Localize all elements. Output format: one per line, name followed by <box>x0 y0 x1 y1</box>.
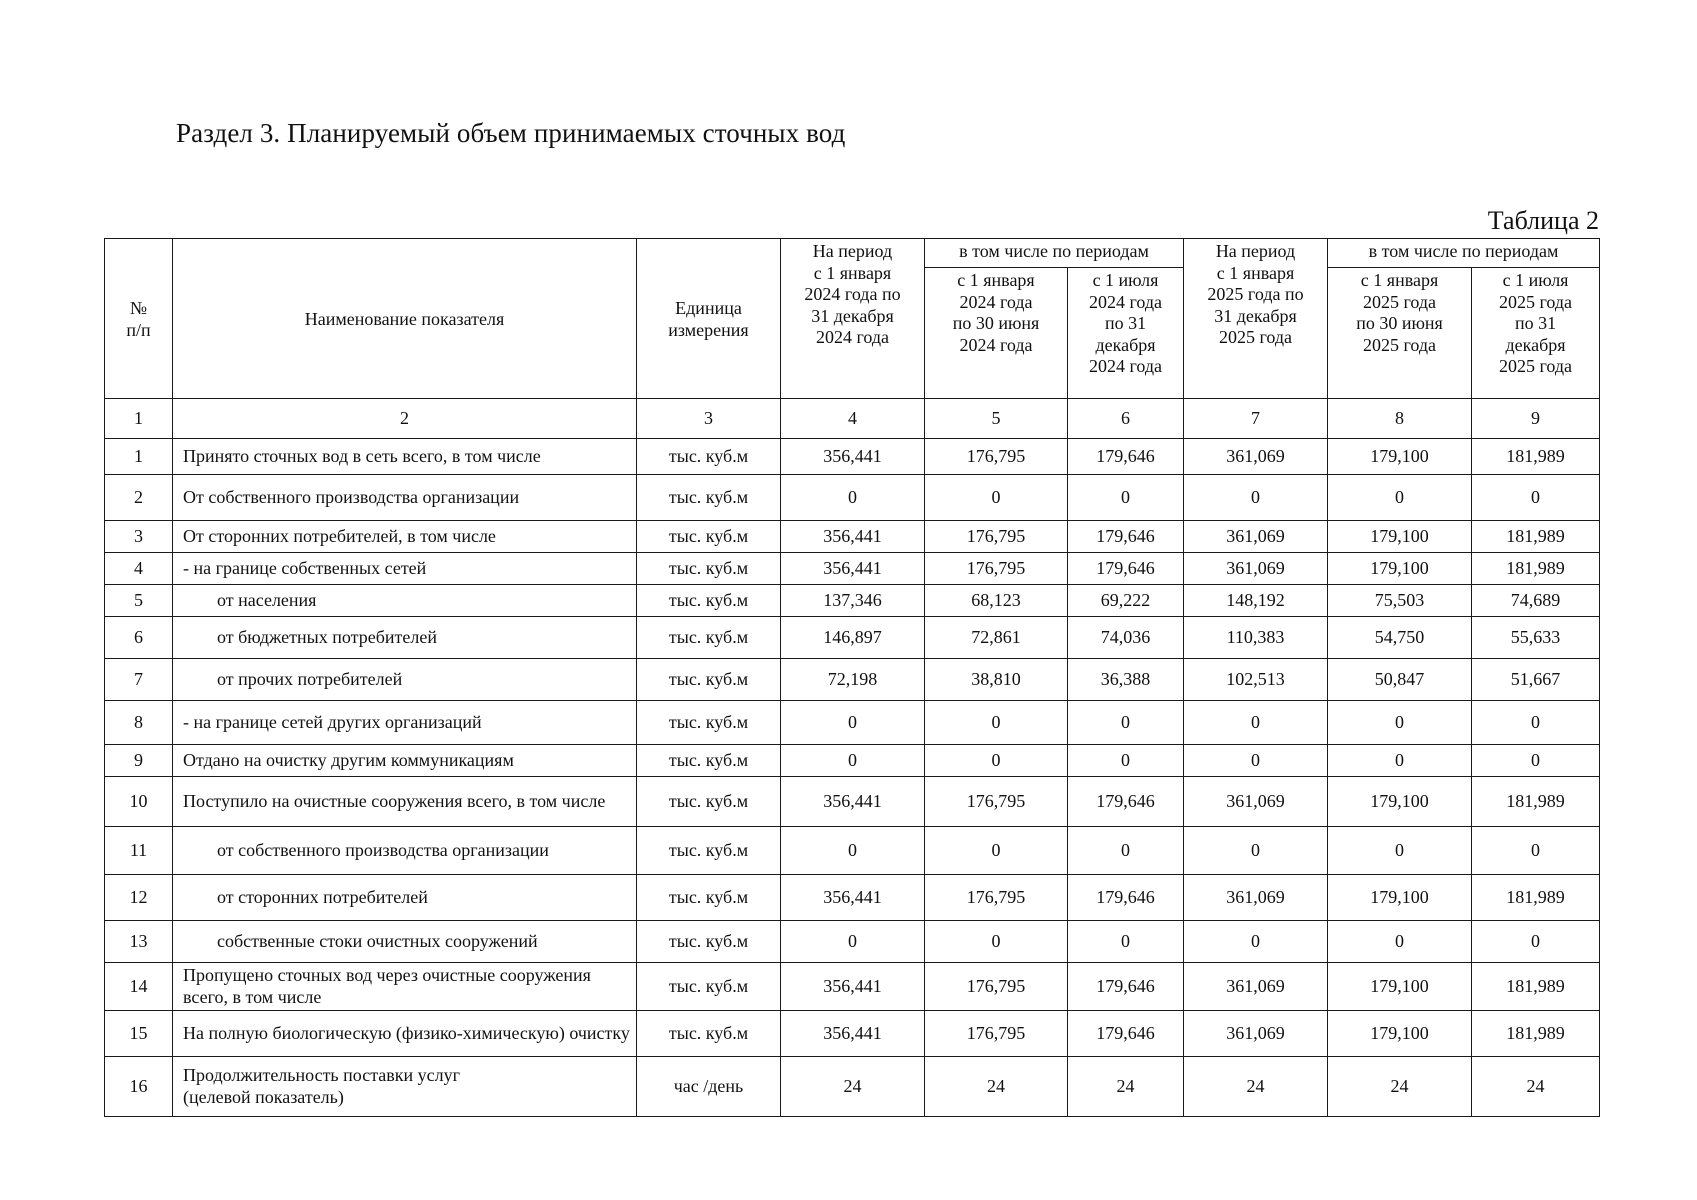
value-2025-h1: 0 <box>1328 921 1472 963</box>
value-2025-h2: 0 <box>1472 701 1600 745</box>
value-2024-h2: 0 <box>1068 701 1184 745</box>
row-unit: тыс. куб.м <box>637 745 781 777</box>
row-number: 15 <box>105 1011 173 1057</box>
table-row <box>105 439 1600 475</box>
value-2025-total: 361,069 <box>1184 875 1328 921</box>
row-unit: тыс. куб.м <box>637 1011 781 1057</box>
row-indicator: Поступило на очистные сооружения всего, в том числе <box>173 777 637 827</box>
header-including-2025: в том числе по периодам <box>1328 239 1600 268</box>
row-unit: тыс. куб.м <box>637 921 781 963</box>
row-number: 8 <box>105 701 173 745</box>
value-2024-h1: 176,795 <box>925 963 1068 1011</box>
row-number: 10 <box>105 777 173 827</box>
table-row <box>105 921 1600 963</box>
value-2025-h2: 181,989 <box>1472 439 1600 475</box>
row-unit: тыс. куб.м <box>637 701 781 745</box>
value-2024-h2: 0 <box>1068 475 1184 521</box>
row-indicator: - на границе собственных сетей <box>173 553 637 585</box>
value-2024-h2: 24 <box>1068 1057 1184 1117</box>
header-period-2025: На период с 1 января 2025 года по 31 декабря 2025 года <box>1184 239 1328 399</box>
value-2024-h1: 176,795 <box>925 439 1068 475</box>
value-2024-total: 356,441 <box>781 963 925 1011</box>
value-2024-h2: 0 <box>1068 827 1184 875</box>
value-2024-total: 356,441 <box>781 553 925 585</box>
value-2025-h2: 0 <box>1472 827 1600 875</box>
value-2025-h2: 181,989 <box>1472 1011 1600 1057</box>
row-indicator: Отдано на очистку другим коммуникациям <box>173 745 637 777</box>
column-number: 3 <box>637 399 781 439</box>
value-2025-h2: 181,989 <box>1472 777 1600 827</box>
table-row <box>105 745 1600 777</box>
value-2024-h2: 179,646 <box>1068 521 1184 553</box>
row-unit: тыс. куб.м <box>637 439 781 475</box>
row-unit: тыс. куб.м <box>637 475 781 521</box>
value-2025-total: 361,069 <box>1184 439 1328 475</box>
header-including-2024: в том числе по периодам <box>925 239 1184 268</box>
value-2025-h1: 24 <box>1328 1057 1472 1117</box>
column-number: 7 <box>1184 399 1328 439</box>
row-number: 16 <box>105 1057 173 1117</box>
value-2024-h1: 38,810 <box>925 659 1068 701</box>
row-number: 2 <box>105 475 173 521</box>
value-2024-h1: 0 <box>925 745 1068 777</box>
row-indicator: На полную биологическую (физико-химическую) очистку <box>173 1011 637 1057</box>
column-number: 8 <box>1328 399 1472 439</box>
value-2024-total: 356,441 <box>781 521 925 553</box>
row-indicator: от собственного производства организации <box>173 827 637 875</box>
value-2025-h2: 0 <box>1472 475 1600 521</box>
value-2025-h1: 0 <box>1328 475 1472 521</box>
value-2025-h1: 75,503 <box>1328 585 1472 617</box>
value-2024-h2: 36,388 <box>1068 659 1184 701</box>
value-2024-total: 137,346 <box>781 585 925 617</box>
value-2025-h2: 24 <box>1472 1057 1600 1117</box>
row-number: 14 <box>105 963 173 1011</box>
table-row <box>105 963 1600 1011</box>
value-2024-h1: 0 <box>925 827 1068 875</box>
value-2025-total: 0 <box>1184 745 1328 777</box>
row-indicator: От собственного производства организации <box>173 475 637 521</box>
value-2024-total: 0 <box>781 921 925 963</box>
value-2025-h2: 181,989 <box>1472 875 1600 921</box>
header-indicator-name: Наименование показателя <box>173 239 637 399</box>
table-row <box>105 701 1600 745</box>
value-2024-h1: 0 <box>925 475 1068 521</box>
table-row <box>105 617 1600 659</box>
table-row <box>105 659 1600 701</box>
value-2024-h2: 0 <box>1068 745 1184 777</box>
row-number: 5 <box>105 585 173 617</box>
row-indicator: - на границе сетей других организаций <box>173 701 637 745</box>
value-2025-total: 0 <box>1184 475 1328 521</box>
value-2024-total: 356,441 <box>781 1011 925 1057</box>
value-2025-h1: 50,847 <box>1328 659 1472 701</box>
row-unit: тыс. куб.м <box>637 963 781 1011</box>
value-2024-h2: 179,646 <box>1068 553 1184 585</box>
value-2024-h2: 179,646 <box>1068 777 1184 827</box>
value-2024-h1: 68,123 <box>925 585 1068 617</box>
value-2025-total: 148,192 <box>1184 585 1328 617</box>
row-unit: тыс. куб.м <box>637 585 781 617</box>
value-2024-h2: 179,646 <box>1068 963 1184 1011</box>
value-2024-h2: 74,036 <box>1068 617 1184 659</box>
row-unit: тыс. куб.м <box>637 553 781 585</box>
table-row <box>105 475 1600 521</box>
value-2024-total: 0 <box>781 827 925 875</box>
value-2024-h1: 0 <box>925 701 1068 745</box>
header-h1-2024: с 1 января 2024 года по 30 июня 2024 года <box>925 268 1068 399</box>
column-number: 5 <box>925 399 1068 439</box>
value-2025-total: 361,069 <box>1184 553 1328 585</box>
header-h1-2025: с 1 января 2025 года по 30 июня 2025 года <box>1328 268 1472 399</box>
row-unit: тыс. куб.м <box>637 521 781 553</box>
table-row <box>105 553 1600 585</box>
value-2024-h2: 69,222 <box>1068 585 1184 617</box>
value-2025-h2: 55,633 <box>1472 617 1600 659</box>
value-2024-total: 146,897 <box>781 617 925 659</box>
value-2025-h1: 0 <box>1328 745 1472 777</box>
value-2024-total: 356,441 <box>781 875 925 921</box>
value-2024-total: 0 <box>781 475 925 521</box>
row-unit: тыс. куб.м <box>637 617 781 659</box>
value-2025-h2: 74,689 <box>1472 585 1600 617</box>
row-unit: тыс. куб.м <box>637 827 781 875</box>
value-2025-total: 110,383 <box>1184 617 1328 659</box>
value-2024-h1: 176,795 <box>925 875 1068 921</box>
value-2024-h1: 72,861 <box>925 617 1068 659</box>
value-2024-total: 356,441 <box>781 439 925 475</box>
column-number: 2 <box>173 399 637 439</box>
row-unit: час /день <box>637 1057 781 1117</box>
row-indicator: От сторонних потребителей, в том числе <box>173 521 637 553</box>
value-2025-h1: 179,100 <box>1328 963 1472 1011</box>
value-2024-h1: 24 <box>925 1057 1068 1117</box>
value-2025-h1: 179,100 <box>1328 521 1472 553</box>
header-number: № п/п <box>105 239 173 399</box>
row-number: 6 <box>105 617 173 659</box>
value-2025-total: 361,069 <box>1184 521 1328 553</box>
row-unit: тыс. куб.м <box>637 777 781 827</box>
value-2025-total: 0 <box>1184 827 1328 875</box>
value-2025-total: 0 <box>1184 701 1328 745</box>
value-2025-h1: 0 <box>1328 701 1472 745</box>
column-number: 6 <box>1068 399 1184 439</box>
header-h2-2024: с 1 июля 2024 года по 31 декабря 2024 года <box>1068 268 1184 399</box>
table-row <box>105 1011 1600 1057</box>
row-indicator: от сторонних потребителей <box>173 875 637 921</box>
row-number: 9 <box>105 745 173 777</box>
value-2024-total: 0 <box>781 745 925 777</box>
row-indicator: от населения <box>173 585 637 617</box>
table-row <box>105 585 1600 617</box>
row-number: 7 <box>105 659 173 701</box>
column-number: 1 <box>105 399 173 439</box>
table-row <box>105 521 1600 553</box>
value-2025-total: 361,069 <box>1184 963 1328 1011</box>
value-2024-h2: 179,646 <box>1068 439 1184 475</box>
table-caption: Таблица 2 <box>1487 206 1599 235</box>
row-indicator: собственные стоки очистных сооружений <box>173 921 637 963</box>
row-indicator: Пропущено сточных вод через очистные сооружения всего, в том числе <box>173 963 637 1011</box>
value-2025-h1: 54,750 <box>1328 617 1472 659</box>
value-2025-h2: 0 <box>1472 921 1600 963</box>
value-2025-total: 361,069 <box>1184 777 1328 827</box>
value-2024-h2: 179,646 <box>1068 875 1184 921</box>
value-2025-total: 361,069 <box>1184 1011 1328 1057</box>
value-2024-total: 0 <box>781 701 925 745</box>
value-2024-h1: 176,795 <box>925 553 1068 585</box>
header-period-2024: На период с 1 января 2024 года по 31 декабря 2024 года <box>781 239 925 399</box>
value-2025-h2: 0 <box>1472 745 1600 777</box>
value-2024-h2: 0 <box>1068 921 1184 963</box>
column-number: 4 <box>781 399 925 439</box>
value-2024-h1: 0 <box>925 921 1068 963</box>
row-number: 11 <box>105 827 173 875</box>
row-number: 13 <box>105 921 173 963</box>
header-h2-2025: с 1 июля 2025 года по 31 декабря 2025 года <box>1472 268 1600 399</box>
value-2025-h2: 181,989 <box>1472 521 1600 553</box>
row-unit: тыс. куб.м <box>637 875 781 921</box>
value-2024-h1: 176,795 <box>925 1011 1068 1057</box>
row-indicator: от бюджетных потребителей <box>173 617 637 659</box>
value-2024-total: 72,198 <box>781 659 925 701</box>
section-title: Раздел 3. Планируемый объем принимаемых сточных вод <box>176 118 846 148</box>
value-2024-total: 24 <box>781 1057 925 1117</box>
value-2025-h1: 179,100 <box>1328 777 1472 827</box>
row-unit: тыс. куб.м <box>637 659 781 701</box>
value-2024-h2: 179,646 <box>1068 1011 1184 1057</box>
value-2025-h1: 179,100 <box>1328 553 1472 585</box>
row-indicator: от прочих потребителей <box>173 659 637 701</box>
value-2025-total: 24 <box>1184 1057 1328 1117</box>
table-row <box>105 777 1600 827</box>
value-2025-total: 0 <box>1184 921 1328 963</box>
table-row <box>105 827 1600 875</box>
value-2024-h1: 176,795 <box>925 777 1068 827</box>
value-2025-h1: 179,100 <box>1328 439 1472 475</box>
value-2025-h2: 181,989 <box>1472 963 1600 1011</box>
column-number-row <box>105 399 1600 439</box>
table-row <box>105 1057 1600 1117</box>
value-2025-h1: 179,100 <box>1328 1011 1472 1057</box>
row-indicator: Продолжительность поставки услуг (целевой показатель) <box>173 1057 637 1117</box>
row-indicator: Принято сточных вод в сеть всего, в том числе <box>173 439 637 475</box>
row-number: 3 <box>105 521 173 553</box>
wastewater-volume-table <box>104 238 1600 1117</box>
value-2025-h1: 179,100 <box>1328 875 1472 921</box>
value-2024-total: 356,441 <box>781 777 925 827</box>
value-2025-h2: 181,989 <box>1472 553 1600 585</box>
header-unit: Единица измерения <box>637 239 781 399</box>
column-number: 9 <box>1472 399 1600 439</box>
value-2024-h1: 176,795 <box>925 521 1068 553</box>
row-number: 12 <box>105 875 173 921</box>
value-2025-h1: 0 <box>1328 827 1472 875</box>
table-row <box>105 875 1600 921</box>
row-number: 1 <box>105 439 173 475</box>
value-2025-h2: 51,667 <box>1472 659 1600 701</box>
value-2025-total: 102,513 <box>1184 659 1328 701</box>
row-number: 4 <box>105 553 173 585</box>
